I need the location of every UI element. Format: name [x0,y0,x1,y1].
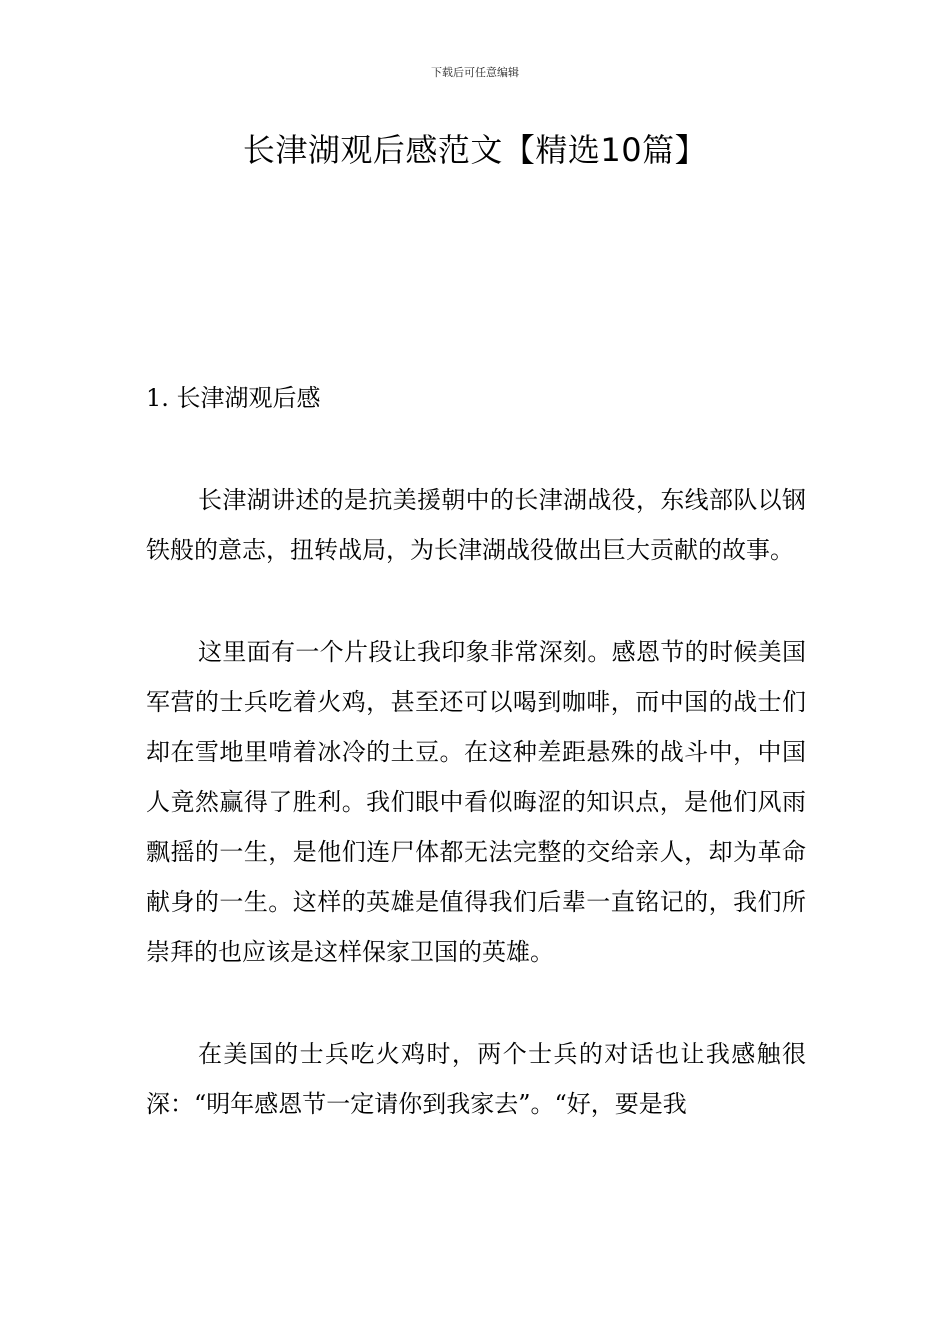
section-heading: 1. 长津湖观后感 [146,384,321,412]
paragraph: 这里面有一个片段让我印象非常深刻。感恩节的时候美国 军营的士兵吃着火鸡，甚至还可以喝到咖啡，而中国的战士们却在雪地里啃着冰冷的土豆。在这种差距悬殊的战斗中，中国人竟然赢得了胜利。我们眼中看似晦涩的知识点，是他们风雨飘摇的一生，是他们连尸体都无法完整的交给亲人，却为革命献身的一生。这样的英雄是值得我们后辈一直铭记的，我们所崇拜的也应该是这样保家卫国的英雄。 [146,638,806,966]
document-title: 长津湖观后感范文【精选10篇】 [242,131,708,169]
paragraph: 在美国的士兵吃火鸡时，两个士兵的对话也让我感触很深：“明年感恩节一定请你到我家去”。“好，要是我 [146,1040,806,1118]
section-body [146,475,806,1181]
header-note: 下载后可任意编辑 [431,66,519,79]
paragraph: 长津湖讲述的是抗美援朝中的长津湖战役，东线部队以钢铁般的意志，扭转战局，为长津湖战役做出巨大贡献的故事。 [146,486,806,564]
